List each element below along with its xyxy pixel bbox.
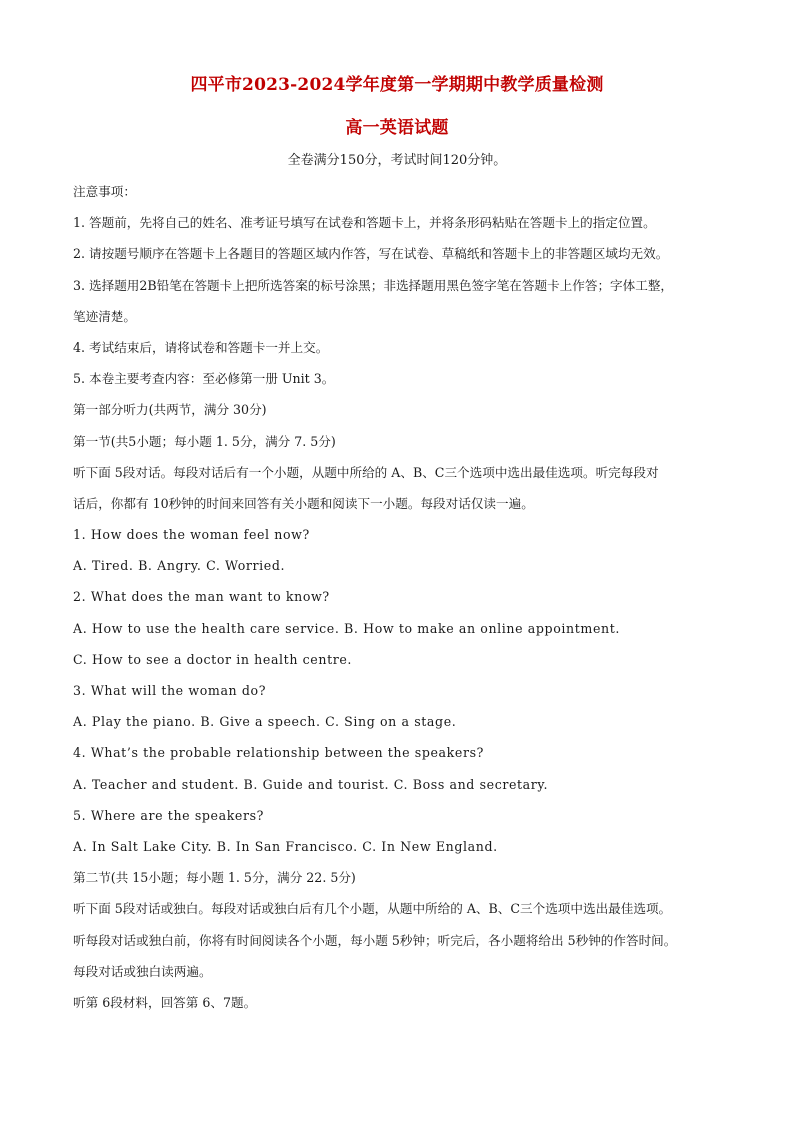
exam-subtitle: 高一英语试题: [345, 118, 449, 138]
material-6-prompt: 听第 6段材料，回答第 6、7题。: [73, 994, 257, 1010]
question-4-options: A. Teacher and student. B. Guide and tourist. C. Boss and secretary.: [73, 776, 549, 792]
section-two-instructions-cont: 听每段对话或独白前，你将有时间阅读各个小题，每小题 5秒钟；听完后，各小题将给出 5秒钟的作答时间。: [73, 932, 677, 948]
section-one-instructions-cont: 话后，你都有 10秒钟的时间来回答有关小题和阅读下一小题。每段对话仅读一遍。: [73, 495, 534, 511]
question-5-options: A. In Salt Lake City. B. In San Francisco. C. In New England.: [73, 838, 498, 854]
notice-item-5: 5. 本卷主要考查内容：至必修第一册 Unit 3。: [73, 371, 335, 387]
notice-heading: 注意事项：: [73, 184, 136, 199]
section-two-instructions-end: 每段对话或独白读两遍。: [73, 963, 212, 979]
question-2-options-ab: A. How to use the health care service. B. How to make an online appointment.: [73, 620, 620, 636]
section-one-heading: 第一节(共5小题；每小题 1. 5分，满分 7. 5分): [73, 433, 336, 449]
question-3: 3. What will the woman do?: [73, 683, 267, 698]
notice-item-2: 2. 请按题号顺序在答题卡上各题目的答题区域内作答，写在试卷、草稿纸和答题卡上的非答题区域均无效。: [73, 246, 669, 262]
question-1: 1. How does the woman feel now?: [73, 527, 310, 543]
section-two-instructions: 听下面 5段对话或独白。每段对话或独白后有几个小题，从题中所给的 A、B、C三个选项中选出最佳选项。: [73, 901, 672, 917]
question-2: 2. What does the man want to know?: [73, 589, 330, 605]
section-two-heading: 第二节(共 15小题；每小题 1. 5分，满分 22. 5分): [73, 870, 356, 886]
exam-title: 四平市2023-2024学年度第一学期期中教学质量检测: [190, 75, 604, 95]
notice-item-3: 3. 选择题用2B铅笔在答题卡上把所选答案的标号涂黑；非选择题用黑色签字笔在答题卡上作答；字体工整，: [73, 277, 674, 293]
notice-item-1: 1. 答题前，先将自己的姓名、准考证号填写在试卷和答题卡上，并将条形码粘贴在答题卡上的指定位置。: [73, 215, 656, 231]
notice-item-4: 4. 考试结束后，请将试卷和答题卡一并上交。: [73, 339, 329, 355]
part-one-heading: 第一部分听力(共两节，满分 30分): [73, 402, 267, 418]
exam-info: 全卷满分150分，考试时间120分钟。: [287, 153, 507, 168]
question-1-options: A. Tired. B. Angry. C. Worried.: [73, 558, 286, 574]
question-3-options: A. Play the piano. B. Give a speech. C. Sing on a stage.: [73, 714, 457, 730]
question-4: 4. What’s the probable relationship between the speakers?: [73, 745, 484, 761]
exam-body: [73, 182, 733, 1024]
section-one-instructions: 听下面 5段对话。每段对话后有一个小题，从题中所给的 A、B、C三个选项中选出最佳选项。听完每段对: [73, 464, 659, 480]
question-2-option-c: C. How to see a doctor in health centre.: [73, 651, 353, 667]
question-5: 5. Where are the speakers?: [73, 807, 265, 823]
notice-item-3-cont: 笔迹清楚。: [73, 308, 136, 324]
